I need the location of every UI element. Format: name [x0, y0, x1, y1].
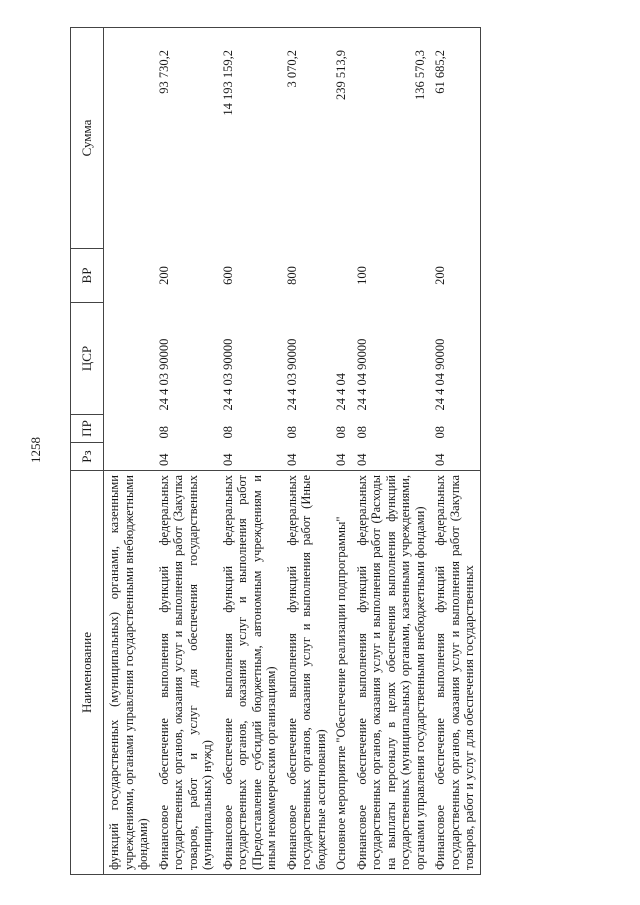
row-sum: 136 570,3: [352, 28, 431, 249]
table-row: [104, 28, 154, 875]
column-header-pr: ПР: [71, 415, 104, 443]
row-rz: 04: [334, 453, 348, 466]
row-name: Финансовое обеспечение выполнения функций федеральных государственных органов, оказания услуг и выполнения работ (Закупка товаров, работ и услуг для обеспечения государственных: [430, 471, 480, 875]
table-row: [282, 28, 332, 875]
row-pr: [104, 415, 154, 443]
row-name: Финансовое обеспечение выполнения функций федеральных государственных органов, оказания услуг и выполнения работ (Иные бюджетные ассигнования): [282, 471, 332, 875]
row-vr: 200: [430, 249, 480, 303]
row-csr: 24 4 04 90000: [430, 303, 480, 415]
row-vr: 100: [354, 266, 369, 285]
page-number: 1258: [28, 437, 43, 463]
column-header-sum: Сумма: [71, 28, 104, 249]
column-header-csr: ЦСР: [71, 303, 104, 415]
table-header-row: [71, 28, 104, 875]
row-pr: 08: [334, 426, 348, 439]
row-csr: 24 4 03 90000: [284, 338, 299, 411]
row-csr: [104, 303, 154, 415]
row-rz: 04: [156, 453, 171, 466]
row-rz: [104, 443, 154, 471]
row-pr: 08: [354, 426, 369, 439]
row-pr: 08: [220, 426, 235, 439]
row-vr: 600: [220, 266, 235, 285]
table-row: [218, 28, 282, 875]
row-csr: 24 4 04: [334, 373, 348, 411]
row-rz: 04: [430, 443, 480, 471]
column-header-name: Наименование: [71, 471, 104, 875]
column-header-vr: ВР: [71, 249, 104, 303]
table-row: [331, 28, 352, 875]
row-pr: 08: [156, 426, 171, 439]
row-rz: 04: [284, 453, 299, 466]
row-vr: 200: [156, 266, 171, 285]
row-sum: 93 730,2: [154, 28, 218, 249]
row-csr: 24 4 03 90000: [220, 338, 235, 411]
column-header-rz: Рз: [71, 443, 104, 471]
row-vr: 800: [284, 266, 299, 285]
table-row: [352, 28, 431, 875]
row-csr: 24 4 03 90000: [156, 338, 171, 411]
budget-table: [70, 27, 481, 875]
row-name: Финансовое обеспечение выполнения функций федеральных государственных органов, оказания услуг и выполнения работ (Закупка товаров, работ и услуг для обеспечения государственных (муниципальных) нужд): [154, 471, 218, 875]
table-row: [154, 28, 218, 875]
row-pr: 08: [284, 426, 299, 439]
row-rz: 04: [354, 453, 369, 466]
row-sum: 61 685,2: [430, 28, 480, 249]
row-sum: 14 193 159,2: [218, 28, 282, 249]
row-sum: 3 070,2: [282, 28, 332, 249]
row-vr: [104, 249, 154, 303]
row-sum: 239 513,9: [331, 28, 352, 249]
row-pr: 08: [430, 415, 480, 443]
row-vr: [331, 249, 352, 303]
row-name: Финансовое обеспечение выполнения функций федеральных государственных органов, оказания услуг и выполнения работ (Предоставление субсидий бюджетным, автономным учреждениям и иным некоммерческим организациям): [218, 471, 282, 875]
row-name: функций государственных (муниципальных) органами, казенными учреждениями, органами управления государственными внебюджетными фондами): [104, 471, 154, 875]
row-sum: [104, 28, 154, 249]
table-row: [430, 28, 480, 875]
row-name: Финансовое обеспечение выполнения функций федеральных государственных органов, оказания услуг и выполнения работ (Расходы на выплаты персоналу в целях обеспечения выполнения функций государственных (муниципальных) органами, казенными учреждениями, органами управления государственными внебюджетными фондами): [352, 471, 431, 875]
row-csr: 24 4 04 90000: [354, 338, 369, 411]
row-name: Основное мероприятие "Обеспечение реализации подпрограммы": [331, 471, 352, 875]
row-rz: 04: [220, 453, 235, 466]
rotated-table-area: [70, 28, 606, 875]
